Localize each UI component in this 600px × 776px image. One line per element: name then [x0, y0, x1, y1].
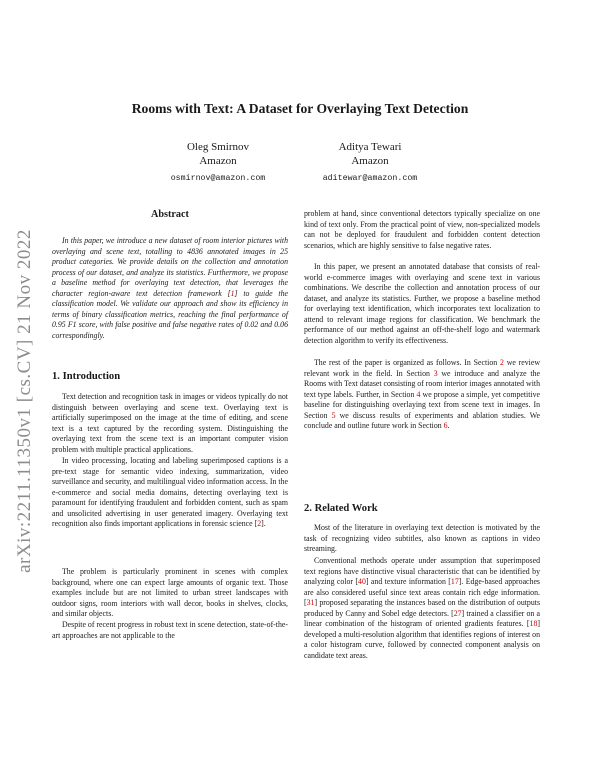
abstract-text: In this paper, we introduce a new dataset of room interior pictures with overlaying and scene text, totalling to 4836 annotated images in 25 product categories. We provide details on the collection and annotation process of our dataset, and analyze its statistics. Furthermore, we propose a baseline method for overlaying text detection, that leverages the character region-aware text detection framework [1] to guide the classification model. We validate our approach and show its efficiency in terms of binary classification metrics, reaching the final performance of 0.95 F1 score, with false positive and false negative rates of 0.02 and 0.06 correspondingly. [52, 236, 288, 340]
related-paragraph-2: Conventional methods operate under assumption that superimposed text regions have distinctive visual characteristic that can be identified by analyzing color [40] and texture information [17]. Edge-based approaches are also considered useful since text areas contain rich edge information. [31] proposed separating the instances based on the distribution of outputs produced by Canny and Sobel edge detectors. [27] trained a classifier on a linear combination of the histogram of oriented gradients features. [18] developed a multi-resolution algorithm that identifies regions of interest on a color histogram curve, followed by connected component analysis on candidate text areas. [304, 556, 540, 660]
intro-paragraph-1: Text detection and recognition task in images or videos typically do not distinguish between overlaying and scene text. Overlaying text is artificially superimposed on the image at the time of editing, and scene text is a text captured by the recording system. Distinguishing the overlaying text from the scene text is an important computer vision problem with multiple practical applications. [52, 392, 288, 454]
intro-paragraph-4: Despite of recent progress in robust text in scene detection, state-of-the-art approaches are not applicable to the [52, 620, 288, 640]
author-block [300, 140, 440, 186]
intro-paragraph-2: In video processing, locating and labeling superimposed captions is a pre-text stage for semantic video indexing, summarization, video surveillance and security, and multilingual video information access. In the e-commerce and social media domains, detecting overlaying text is paramount for identifying fraudulent and forbidden content, such as spam and unsolicited advertising in user generated imagery. Overlaying text recognition also finds important applications in forensic science [2]. [52, 456, 288, 529]
abstract-heading: Abstract [151, 209, 189, 220]
paper-title: Rooms with Text: A Dataset for Overlaying Text Detection [131, 101, 469, 116]
intro-paragraph-5: In this paper, we present an annotated database that consists of real-world e-commerce images with overlaying and scene text in various combinations. We describe the collection and annotation process of our dataset, and analyze its statistics. Further, we propose a baseline method for overlaying text identification, which incorporates text localization to attend to relevant image regions for classification. We benchmark the performance of our method against an off-the-shelf logo and watermark detection algorithm to verify its effectiveness. [304, 262, 540, 345]
intro-paragraph-6: The rest of the paper is organized as follows. In Section 2 we review relevant work in the field. In Section 3 we introduce and analyze the Rooms with Text dataset consisting of room interior images annotated with text type labels. Further, in Section 4 we propose a simple, yet competitive baseline for distinguishing overlaying text from scene text in images. In Section 5 we discuss results of experiments and ablation studies. We conclude and outline future work in Section 6. [304, 358, 541, 431]
related-paragraph-1: Most of the literature in overlaying text detection is motivated by the task of recognizing video subtitles, also known as captions in video streaming. [304, 523, 540, 554]
author-affiliation: Amazon [199, 155, 237, 167]
author-name: Oleg Smirnov [186, 141, 250, 153]
author-block [148, 140, 288, 186]
section-heading-introduction: 1. Introduction [52, 371, 121, 382]
intro-continuation: problem at hand, since conventional detectors typically specialize on one kind of text only. From the practical point of view, non-specialized models can not be deployed for fraudulent and forbidden content detection scenarios, which are highly sensitive to false negative rates. [304, 209, 540, 250]
intro-paragraph-3: The problem is particularly prominent in scenes with complex background, where one can expect large amounts of organic text. Those examples include but are not limited to urban street landscapes with outdoor signs, room interiors with wall decor, books in shelves, clocks, and similar objects. [52, 567, 288, 619]
author-name: Aditya Tewari [338, 141, 402, 153]
author-email: osmirnov@amazon.com [170, 174, 266, 183]
section-heading-related-work: 2. Related Work [304, 503, 378, 514]
author-affiliation: Amazon [351, 155, 389, 167]
author-email: aditewar@amazon.com [322, 174, 418, 183]
arxiv-identifier: arXiv:2211.11350v1 [cs.CV] 21 Nov 2022 [14, 229, 35, 573]
